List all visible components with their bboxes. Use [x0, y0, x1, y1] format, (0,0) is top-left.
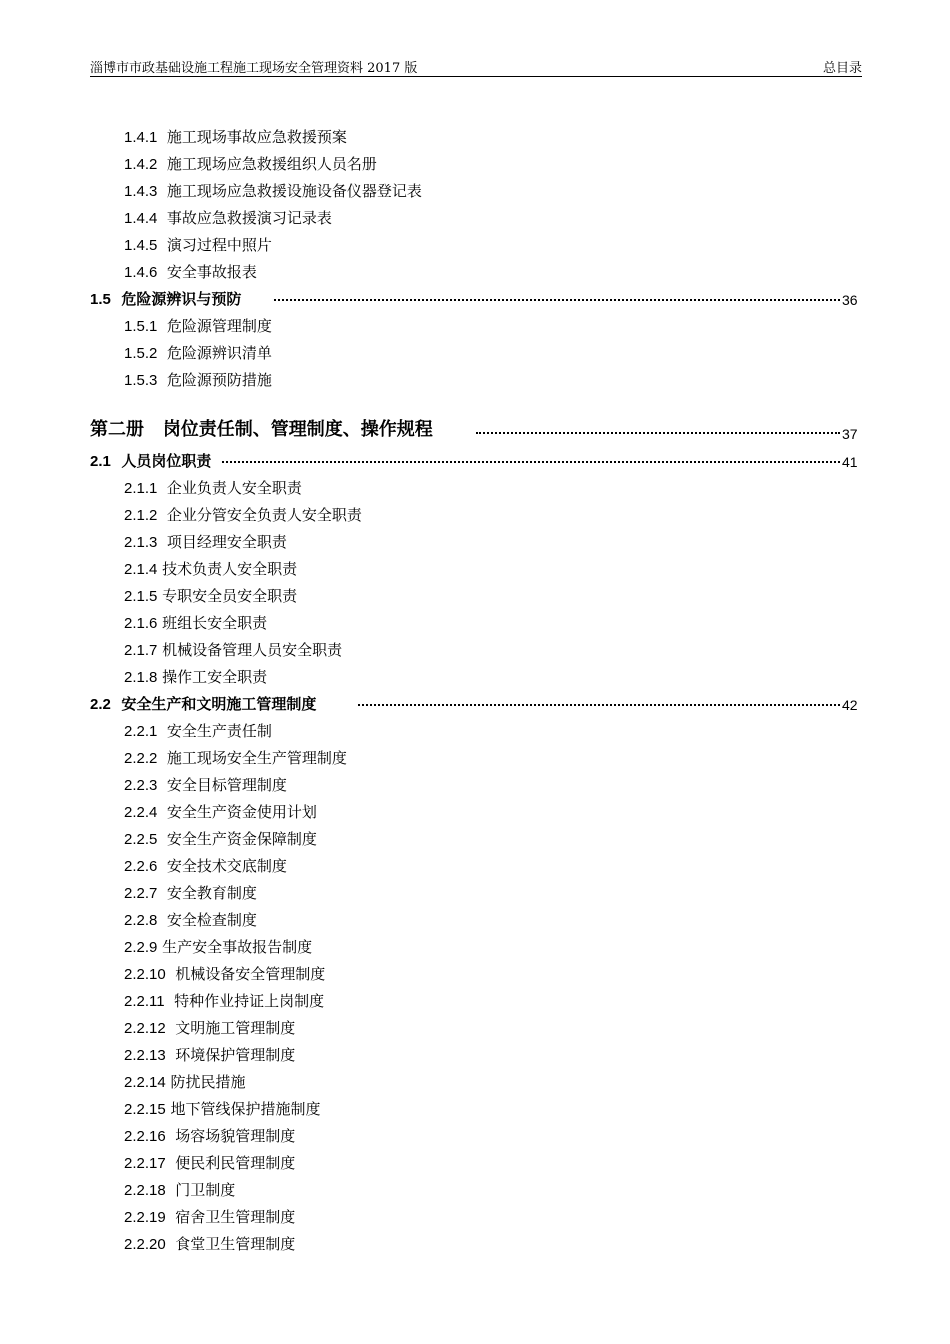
toc-entry[interactable]: [124, 503, 362, 527]
toc-number: 2.2.5: [124, 831, 158, 848]
toc-entry[interactable]: [124, 1043, 295, 1067]
toc-number: 1.4.5: [124, 237, 158, 254]
toc-title: 食堂卫生管理制度: [175, 1235, 296, 1253]
toc-title: 企业负责人安全职责: [166, 479, 302, 497]
toc-title: 安全目标管理制度: [166, 776, 287, 794]
dot-leader: [358, 702, 840, 706]
toc-number: 2.2: [90, 696, 111, 713]
toc-entry[interactable]: [124, 233, 272, 257]
toc-title: 地下管线保护措施制度: [170, 1100, 321, 1118]
document-title: 淄博市市政基础设施工程施工现场安全管理资料 2017 版: [90, 61, 418, 76]
toc-title: 项目经理安全职责: [166, 533, 287, 551]
toc-entry[interactable]: [124, 341, 272, 365]
toc-number: 2.1.3: [124, 534, 158, 551]
toc-number: 2.1.4: [124, 561, 158, 578]
toc-title: 安全生产资金保障制度: [166, 830, 317, 848]
toc-number: 2.1: [90, 453, 111, 470]
dot-leader: [274, 297, 840, 301]
toc-number: 1.4.2: [124, 156, 158, 173]
toc-number: 2.2.16: [124, 1128, 166, 1145]
toc-title: 演习过程中照片: [166, 236, 272, 254]
toc-number: 1.5.3: [124, 372, 158, 389]
toc-title: 危险源辨识清单: [166, 344, 272, 362]
toc-entry[interactable]: [124, 989, 324, 1013]
toc-entry[interactable]: [124, 665, 267, 689]
toc-title: 门卫制度: [175, 1181, 236, 1199]
toc-section-entry[interactable]: [90, 692, 316, 716]
toc-number: 2.2.19: [124, 1209, 166, 1226]
toc-entry[interactable]: [124, 908, 257, 932]
toc-number: 2.2.2: [124, 750, 158, 767]
toc-section-entry[interactable]: [90, 287, 241, 311]
dot-leader: [222, 459, 840, 463]
toc-title: 宿舍卫生管理制度: [175, 1208, 296, 1226]
toc-title: 企业分管安全负责人安全职责: [166, 506, 362, 524]
toc-number: 1.4.3: [124, 183, 158, 200]
toc-title: 危险源管理制度: [166, 317, 272, 335]
toc-entry[interactable]: [124, 152, 377, 176]
toc-title: 施工现场安全生产管理制度: [166, 749, 347, 767]
toc-title: 危险源预防措施: [166, 371, 272, 389]
toc-entry[interactable]: [124, 125, 347, 149]
toc-number: 2.2.15: [124, 1101, 166, 1118]
toc-entry[interactable]: [124, 584, 297, 608]
page-header: [90, 56, 862, 77]
toc-entry[interactable]: [124, 881, 257, 905]
toc-entry[interactable]: [124, 1232, 295, 1256]
toc-entry[interactable]: [124, 827, 317, 851]
toc-title: 人员岗位职责: [121, 452, 212, 470]
toc-number: 1.4.1: [124, 129, 158, 146]
toc-entry[interactable]: [124, 800, 317, 824]
toc-title: 安全生产和文明施工管理制度: [121, 695, 317, 713]
toc-title: 文明施工管理制度: [175, 1019, 296, 1037]
toc-title: 危险源辨识与预防: [121, 290, 242, 308]
section-title: 总目录: [822, 61, 862, 76]
toc-title: 安全教育制度: [166, 884, 257, 902]
toc-title: 操作工安全职责: [162, 668, 268, 686]
toc-number: 2.1.8: [124, 669, 158, 686]
toc-number: 1.5.2: [124, 345, 158, 362]
toc-title: 环境保护管理制度: [175, 1046, 296, 1064]
toc-title: 机械设备安全管理制度: [175, 965, 326, 983]
toc-entry[interactable]: [124, 1151, 295, 1175]
toc-entry[interactable]: [124, 557, 297, 581]
toc-title: 生产安全事故报告制度: [162, 938, 313, 956]
toc-number: 2.2.13: [124, 1047, 166, 1064]
toc-number: 1.4.6: [124, 264, 158, 281]
toc-number: 1.4.4: [124, 210, 158, 227]
toc-title: 岗位责任制、管理制度、操作规程: [162, 419, 433, 440]
toc-title: 便民利民管理制度: [175, 1154, 296, 1172]
toc-title: 场容场貌管理制度: [175, 1127, 296, 1145]
toc-number: 2.2.9: [124, 939, 158, 956]
toc-title: 安全技术交底制度: [166, 857, 287, 875]
toc-number: 2.2.7: [124, 885, 158, 902]
toc-title: 机械设备管理人员安全职责: [162, 641, 343, 659]
toc-entry[interactable]: [124, 638, 342, 662]
toc-number: 2.2.8: [124, 912, 158, 929]
toc-title: 安全生产责任制: [166, 722, 272, 740]
toc-entry[interactable]: [124, 260, 257, 284]
dot-leader: [476, 430, 840, 434]
toc-title: 专职安全员安全职责: [162, 587, 298, 605]
toc-entry[interactable]: [124, 611, 267, 635]
toc-entry[interactable]: [124, 1070, 246, 1094]
toc-entry[interactable]: [124, 773, 287, 797]
toc-part-entry[interactable]: [90, 416, 433, 444]
toc-number: 2.2.6: [124, 858, 158, 875]
toc-entry[interactable]: [124, 476, 302, 500]
toc-title: 防扰民措施: [170, 1073, 246, 1091]
toc-entry[interactable]: [124, 530, 287, 554]
toc-entry[interactable]: [124, 314, 272, 338]
toc-number: 2.2.11: [124, 993, 165, 1010]
toc-entry[interactable]: [124, 1178, 235, 1202]
toc-entry[interactable]: [124, 935, 312, 959]
toc-number: 2.1.6: [124, 615, 158, 632]
toc-number: 2.2.4: [124, 804, 158, 821]
page-number: 36: [842, 292, 858, 308]
toc-number: 2.1.5: [124, 588, 158, 605]
toc-entry[interactable]: [124, 206, 332, 230]
toc-title: 安全生产资金使用计划: [166, 803, 317, 821]
toc-number: 2.1.1: [124, 480, 158, 497]
toc-entry[interactable]: [124, 1016, 295, 1040]
toc-number: 2.2.20: [124, 1236, 166, 1253]
toc-entry[interactable]: [124, 962, 325, 986]
toc-number: 2.1.2: [124, 507, 158, 524]
toc-entry[interactable]: [124, 854, 287, 878]
toc-title: 施工现场事故应急救援预案: [166, 128, 347, 146]
toc-entry[interactable]: [124, 1124, 295, 1148]
page-number: 37: [842, 426, 858, 442]
page-number: 42: [842, 697, 858, 713]
toc-number: 2.2.18: [124, 1182, 166, 1199]
toc-title: 事故应急救援演习记录表: [166, 209, 332, 227]
toc-entry[interactable]: [124, 719, 272, 743]
toc-number: 1.5.1: [124, 318, 158, 335]
toc-number: 2.2.14: [124, 1074, 166, 1091]
toc-entry[interactable]: [124, 1205, 295, 1229]
toc-section-entry[interactable]: [90, 449, 211, 473]
toc-entry[interactable]: [124, 179, 422, 203]
toc-entry[interactable]: [124, 368, 272, 392]
toc-title: 安全检查制度: [166, 911, 257, 929]
toc-number: 2.2.1: [124, 723, 158, 740]
toc-title: 施工现场应急救援组织人员名册: [166, 155, 377, 173]
toc-number: 2.2.3: [124, 777, 158, 794]
toc-number: 2.1.7: [124, 642, 158, 659]
toc-number: 2.2.12: [124, 1020, 166, 1037]
toc-title: 技术负责人安全职责: [162, 560, 298, 578]
toc-entry[interactable]: [124, 1097, 321, 1121]
toc-number: 1.5: [90, 291, 111, 308]
toc-number: 2.2.17: [124, 1155, 166, 1172]
toc-title: 安全事故报表: [166, 263, 257, 281]
page-number: 41: [842, 454, 858, 470]
toc-number: 2.2.10: [124, 966, 166, 983]
toc-title: 特种作业持证上岗制度: [174, 992, 325, 1010]
toc-title: 班组长安全职责: [162, 614, 268, 632]
toc-part-number: 第二册: [90, 419, 144, 440]
toc-title: 施工现场应急救援设施设备仪器登记表: [166, 182, 422, 200]
toc-entry[interactable]: [124, 746, 347, 770]
